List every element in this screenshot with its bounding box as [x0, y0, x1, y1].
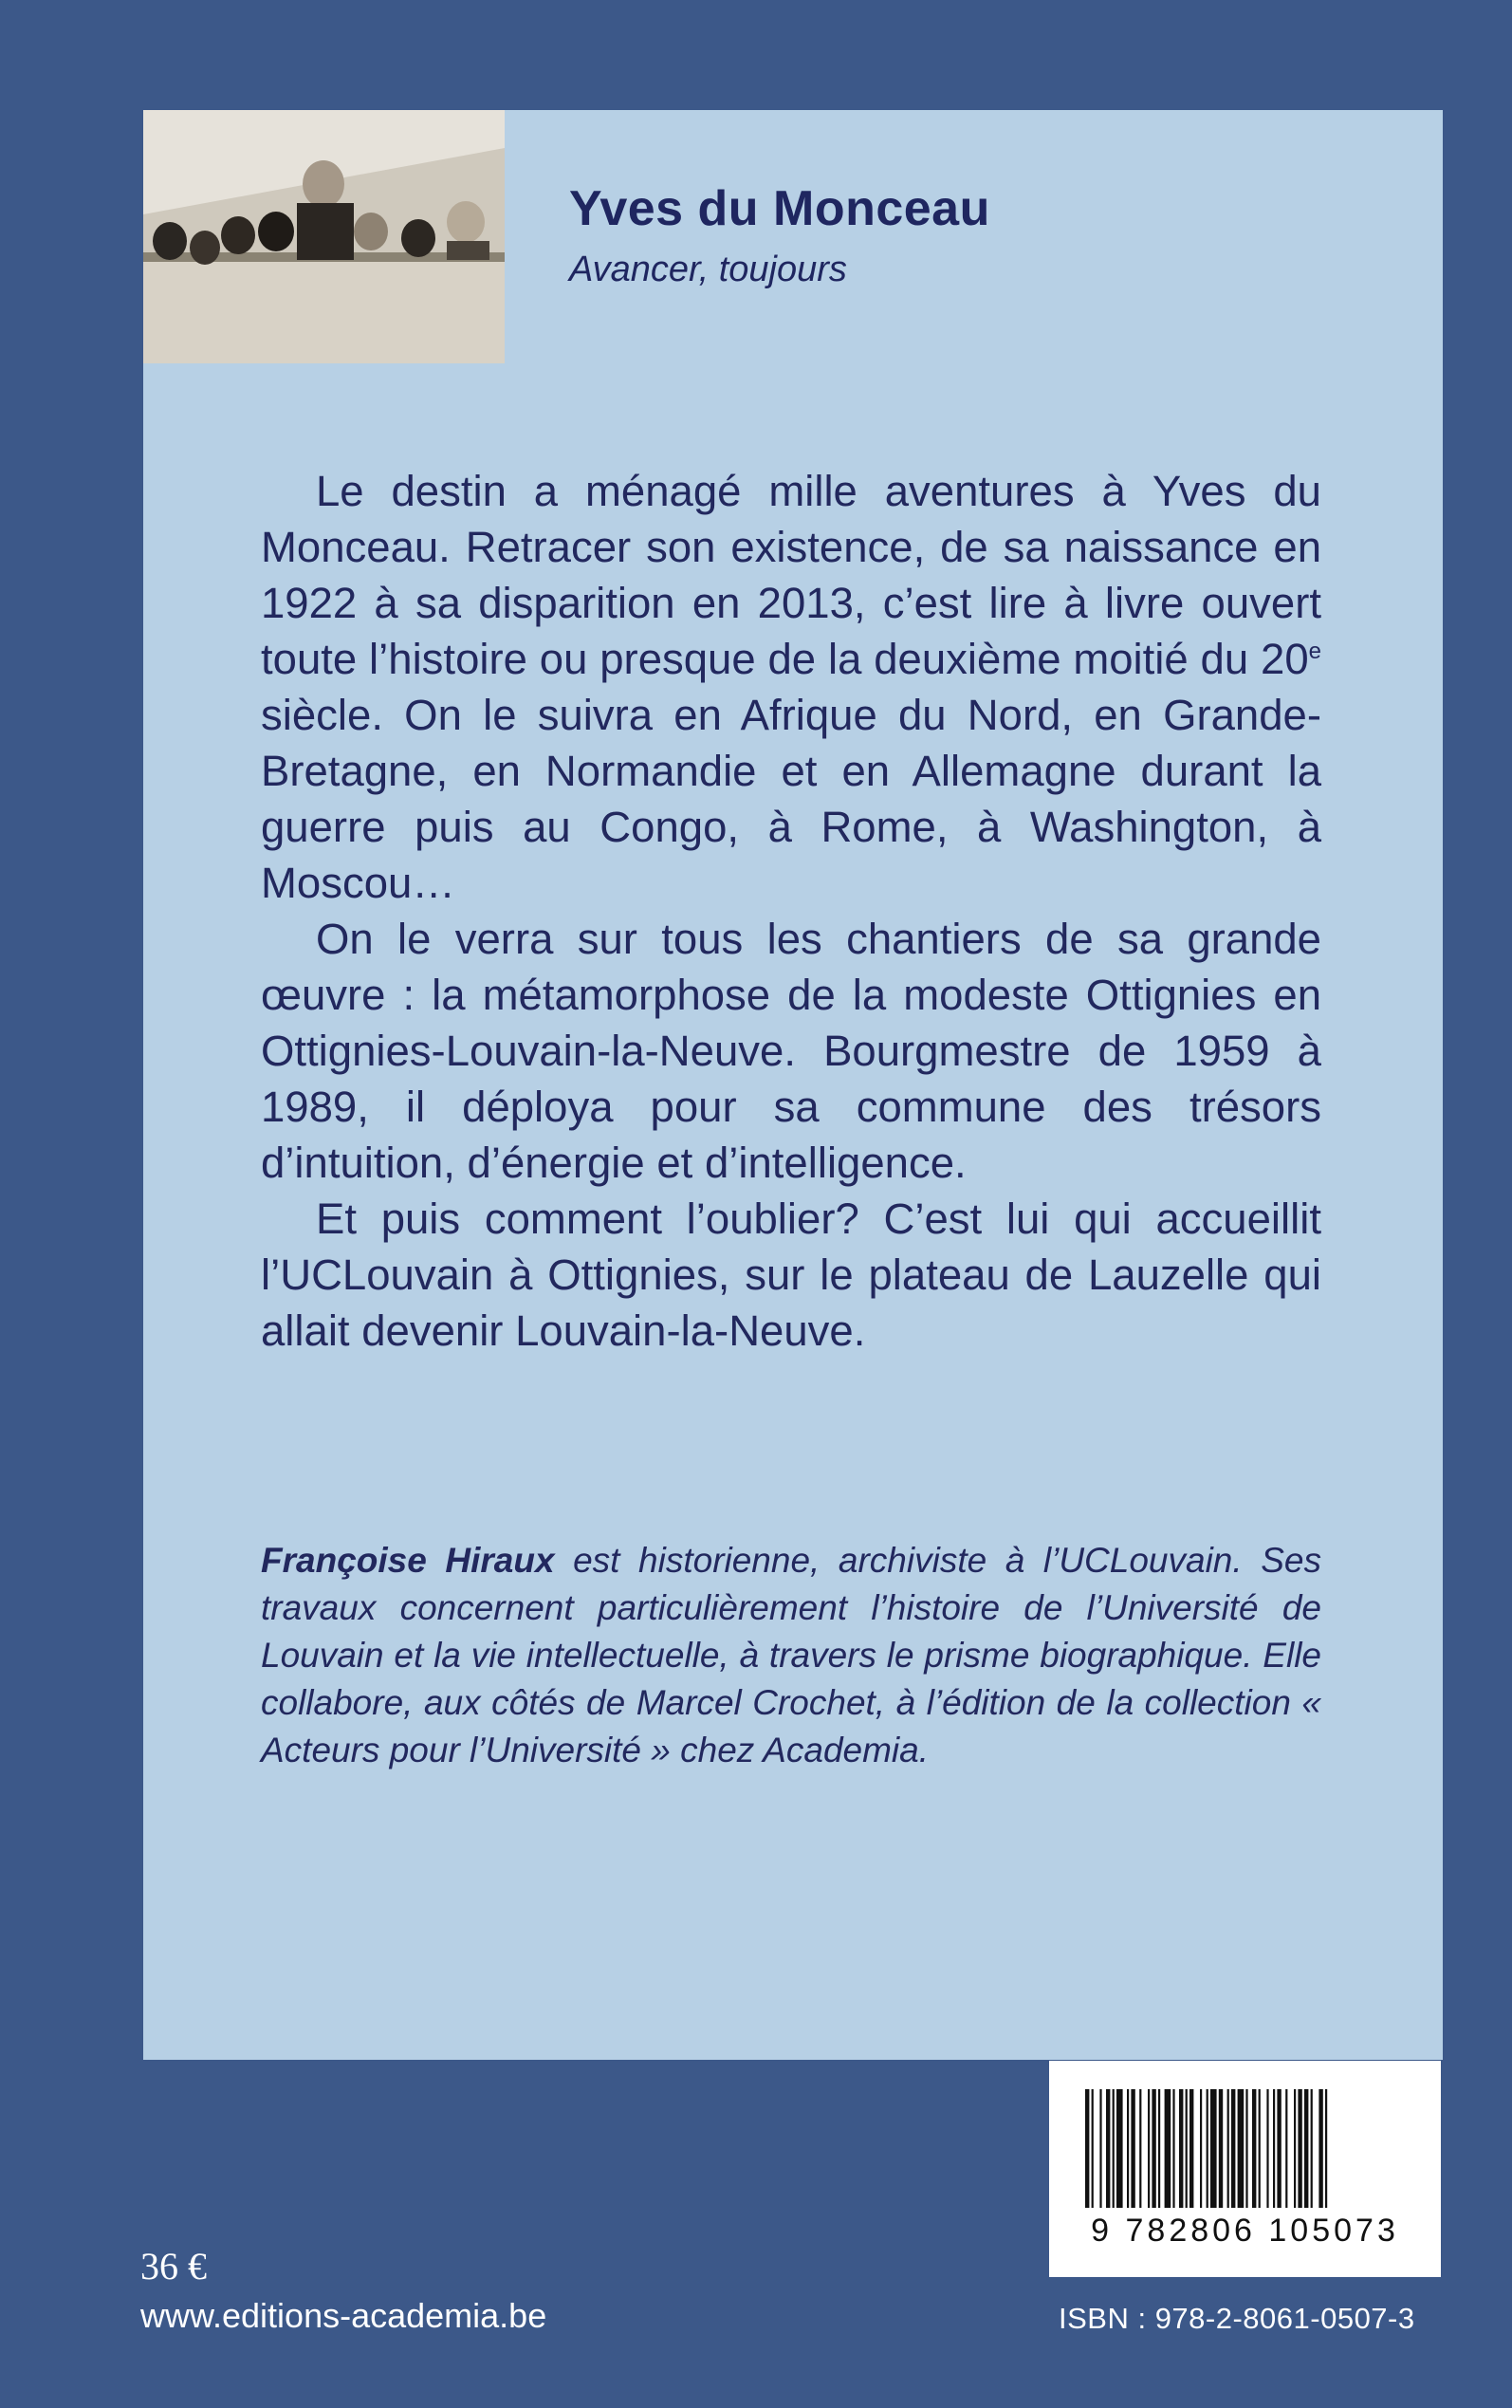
- barcode-bar: [1200, 2089, 1202, 2208]
- author-name: Françoise Hiraux: [261, 1541, 555, 1580]
- cover-photo: [143, 110, 505, 363]
- book-subtitle: Avancer, toujours: [569, 250, 847, 289]
- barcode-bar: [1207, 2089, 1208, 2208]
- author-bio-text: est historienne, archiviste à l’UCLouvain. Ses travaux concernent particulièrement l’histoire de l’Université de Louvain et la vie intellectuelle, à travers le prisme biographique. Elle collabore, aux côtés de Marcel Crochet, à l’édition de la collection « Acteurs pour l’Université » chez Academia.: [261, 1541, 1321, 1769]
- barcode-digits: 9 782806 105073: [1091, 2213, 1399, 2249]
- barcode-bar: [1165, 2089, 1171, 2208]
- blurb-p1-start: Le destin a ménagé mille aventures à Yves du Monceau. Retracer son existence, de sa naissance en 1922 à sa disparition en 2013, c’est lire à livre ouvert toute l’histoire ou presque de la deuxième moitié du 20: [261, 467, 1321, 683]
- barcode-bar: [1273, 2089, 1275, 2208]
- barcode-bar: [1277, 2089, 1281, 2208]
- barcode-bar: [1245, 2089, 1247, 2208]
- barcode-bar: [1131, 2089, 1134, 2208]
- barcode-bar: [1113, 2089, 1115, 2208]
- barcode-bar: [1325, 2089, 1327, 2208]
- barcode-bar: [1092, 2089, 1094, 2208]
- price: 36 €: [140, 2245, 207, 2288]
- publisher-website: www.editions-academia.be: [140, 2296, 547, 2335]
- barcode-bar: [1172, 2089, 1174, 2208]
- book-title: Yves du Monceau: [569, 181, 990, 236]
- barcode-bars: [1081, 2089, 1409, 2208]
- blurb-text: [261, 463, 1321, 1359]
- barcode-bar: [1139, 2089, 1141, 2208]
- author-bio: [261, 1537, 1321, 1774]
- barcode-bar: [1252, 2089, 1256, 2208]
- barcode-bar: [1099, 2089, 1101, 2208]
- century-superscript: e: [1308, 638, 1321, 664]
- barcode-bar: [1210, 2089, 1217, 2208]
- barcode-bar: [1158, 2089, 1160, 2208]
- isbn: ISBN : 978-2-8061-0507-3: [1059, 2302, 1415, 2335]
- blurb-paragraph-2: On le verra sur tous les chantiers de sa grande œuvre : la métamorphose de la modeste Ottignies en Ottignies-Louvain-la-Neuve. Bourgmestre de 1959 à 1989, il déploya pour sa commune des trésors d’intuition, d’énergie et d’intelligence.: [261, 915, 1321, 1187]
- barcode-bar: [1238, 2089, 1245, 2208]
- barcode-bar: [1311, 2089, 1313, 2208]
- barcode-bar: [1085, 2089, 1089, 2208]
- barcode-bar: [1231, 2089, 1235, 2208]
- barcode-bar: [1189, 2089, 1193, 2208]
- barcode-bar: [1127, 2089, 1129, 2208]
- barcode-bar: [1259, 2089, 1261, 2208]
- barcode-bar: [1152, 2089, 1155, 2208]
- barcode-bar: [1227, 2089, 1229, 2208]
- blurb-paragraph-3: Et puis comment l’oublier? C’est lui qui accueillit l’UCLouvain à Ottignies, sur le plateau de Lauzelle qui allait devenir Louvain-la-Neuve.: [261, 1195, 1321, 1355]
- photo-illustration: [143, 110, 505, 363]
- barcode-bar: [1219, 2089, 1223, 2208]
- barcode-bar: [1304, 2089, 1308, 2208]
- barcode-bar: [1266, 2089, 1268, 2208]
- barcode-bar: [1116, 2089, 1123, 2208]
- barcode-bar: [1186, 2089, 1188, 2208]
- barcode-bar: [1148, 2089, 1150, 2208]
- barcode-bar: [1179, 2089, 1183, 2208]
- blurb-paragraph-1: [261, 463, 1321, 911]
- barcode-bar: [1298, 2089, 1301, 2208]
- barcode-bar: [1285, 2089, 1287, 2208]
- barcode-bar: [1318, 2089, 1322, 2208]
- barcode: [1049, 2061, 1441, 2277]
- barcode-bar: [1106, 2089, 1110, 2208]
- blurb-p1-end: siècle. On le suivra en Afrique du Nord, en Grande-Bretagne, en Normandie et en Allemagne durant la guerre puis au Congo, à Rome, à Washington, à Moscou…: [261, 691, 1321, 907]
- barcode-bar: [1294, 2089, 1296, 2208]
